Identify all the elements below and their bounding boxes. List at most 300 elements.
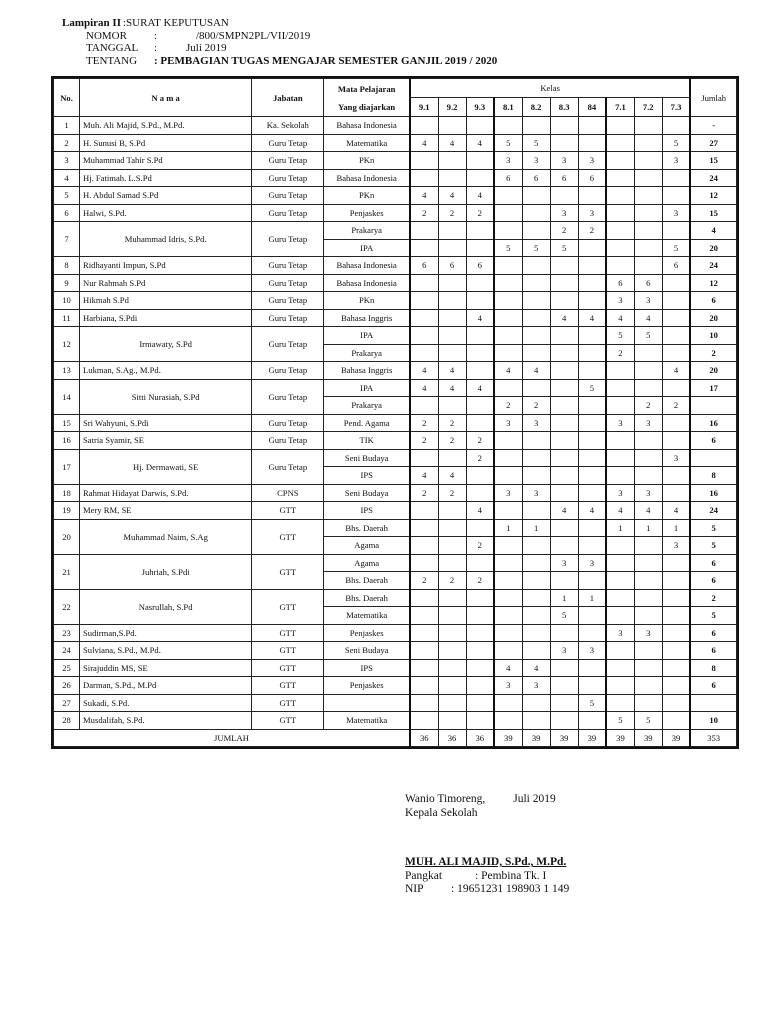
cell-nama: Harbiana, S.Pdi — [80, 309, 252, 327]
cell-hours — [494, 502, 522, 520]
class-header: 9.3 — [466, 98, 494, 117]
cell-hours — [438, 274, 466, 292]
cell-hours — [438, 309, 466, 327]
cell-hours — [550, 432, 578, 450]
cell-hours — [438, 152, 466, 170]
class-header: 84 — [578, 98, 606, 117]
lampiran-line — [62, 17, 497, 30]
cell-mapel: IPS — [324, 502, 410, 520]
class-header: 7.2 — [634, 98, 662, 117]
cell-hours — [578, 134, 606, 152]
table-row — [54, 642, 737, 660]
cell-hours: 3 — [634, 484, 662, 502]
cell-nama: Sitti Nurasiah, S.Pd — [80, 379, 252, 414]
cell-hours — [606, 397, 634, 415]
cell-nama: Halwi, S.Pd. — [80, 204, 252, 222]
cell-hours: 4 — [410, 467, 438, 485]
cell-hours — [438, 239, 466, 257]
cell-hours: 5 — [662, 239, 690, 257]
cell-hours — [410, 624, 438, 642]
cell-hours — [494, 204, 522, 222]
cell-total — [690, 397, 736, 415]
cell-hours — [438, 169, 466, 187]
cell-hours — [438, 659, 466, 677]
cell-no: 27 — [54, 694, 80, 712]
cell-hours — [438, 712, 466, 730]
cell-hours — [494, 292, 522, 310]
cell-mapel: Bahasa Inggris — [324, 362, 410, 380]
cell-hours — [438, 449, 466, 467]
cell-hours: 5 — [522, 239, 550, 257]
tanggal-line — [62, 42, 497, 55]
cell-hours: 3 — [578, 554, 606, 572]
jumlah-value: 36 — [438, 729, 466, 747]
jumlah-row — [54, 729, 737, 747]
cell-jabatan: Guru Tetap — [252, 449, 324, 484]
cell-total: - — [690, 117, 736, 135]
jumlah-value: 39 — [606, 729, 634, 747]
cell-mapel: Penjaskes — [324, 624, 410, 642]
cell-hours — [662, 344, 690, 362]
cell-hours: 5 — [606, 712, 634, 730]
table-row — [54, 554, 737, 572]
cell-mapel: Matematika — [324, 134, 410, 152]
cell-hours — [522, 694, 550, 712]
cell-jabatan: Guru Tetap — [252, 362, 324, 380]
cell-hours — [550, 519, 578, 537]
cell-hours — [578, 274, 606, 292]
cell-no: 16 — [54, 432, 80, 450]
cell-hours — [466, 712, 494, 730]
cell-hours — [606, 379, 634, 397]
cell-hours — [606, 554, 634, 572]
cell-nama: Darman, S.Pd., M.Pd — [80, 677, 252, 695]
nip-value: : 19651231 198903 1 149 — [451, 883, 570, 895]
cell-hours: 1 — [662, 519, 690, 537]
cell-hours — [578, 397, 606, 415]
cell-hours: 2 — [438, 432, 466, 450]
cell-hours — [466, 274, 494, 292]
cell-no: 25 — [54, 659, 80, 677]
cell-hours — [550, 327, 578, 345]
cell-hours — [438, 537, 466, 555]
cell-mapel: Bahasa Indonesia — [324, 169, 410, 187]
nomor-colon: : — [154, 29, 158, 42]
cell-hours: 3 — [494, 484, 522, 502]
cell-hours — [578, 344, 606, 362]
cell-hours: 2 — [410, 572, 438, 590]
cell-hours: 3 — [550, 152, 578, 170]
cell-hours — [466, 362, 494, 380]
tentang-line — [62, 55, 497, 68]
cell-hours — [494, 712, 522, 730]
signature-place: Wanio Timoreng, — [405, 793, 486, 805]
cell-hours: 3 — [522, 152, 550, 170]
cell-hours — [578, 519, 606, 537]
cell-hours — [410, 327, 438, 345]
cell-hours: 6 — [578, 169, 606, 187]
nip-label: NIP — [405, 883, 424, 895]
cell-hours: 4 — [466, 379, 494, 397]
cell-nama: Muhammad Naim, S.Ag — [80, 519, 252, 554]
document-header — [62, 17, 497, 67]
cell-hours: 6 — [494, 169, 522, 187]
cell-hours — [550, 379, 578, 397]
cell-total: 8 — [690, 467, 736, 485]
cell-hours — [634, 117, 662, 135]
cell-hours — [634, 554, 662, 572]
cell-hours: 4 — [578, 309, 606, 327]
cell-hours — [634, 537, 662, 555]
cell-hours — [494, 327, 522, 345]
nomor-line — [62, 30, 497, 43]
cell-hours: 3 — [606, 292, 634, 310]
tanggal-label: TANGGAL — [86, 42, 139, 54]
table-row — [54, 152, 737, 170]
cell-hours — [494, 432, 522, 450]
cell-nama: Hj. Dermawati, SE — [80, 449, 252, 484]
cell-hours — [662, 467, 690, 485]
table-row — [54, 187, 737, 205]
cell-hours — [578, 484, 606, 502]
cell-jabatan: Guru Tetap — [252, 169, 324, 187]
cell-total: 20 — [690, 362, 736, 380]
cell-hours — [522, 257, 550, 275]
cell-jabatan: CPNS — [252, 484, 324, 502]
cell-mapel: IPS — [324, 467, 410, 485]
cell-hours: 3 — [578, 642, 606, 660]
cell-jabatan: Guru Tetap — [252, 327, 324, 362]
cell-hours — [578, 659, 606, 677]
cell-hours: 4 — [522, 362, 550, 380]
cell-mapel — [324, 694, 410, 712]
signature-place-date — [405, 793, 569, 807]
cell-nama: Muh. Ali Majid, S.Pd., M.Pd. — [80, 117, 252, 135]
cell-hours — [410, 677, 438, 695]
cell-hours — [606, 659, 634, 677]
cell-hours — [466, 519, 494, 537]
cell-hours: 3 — [606, 414, 634, 432]
cell-hours — [550, 134, 578, 152]
cell-hours — [522, 292, 550, 310]
cell-hours: 2 — [438, 204, 466, 222]
cell-hours — [662, 677, 690, 695]
cell-hours — [550, 712, 578, 730]
cell-mapel: Bhs. Daerah — [324, 572, 410, 590]
cell-hours — [522, 204, 550, 222]
cell-total: 27 — [690, 134, 736, 152]
cell-no: 13 — [54, 362, 80, 380]
cell-hours — [438, 502, 466, 520]
cell-hours — [662, 642, 690, 660]
cell-jabatan: Guru Tetap — [252, 222, 324, 257]
cell-hours — [606, 537, 634, 555]
table-row — [54, 134, 737, 152]
cell-hours: 5 — [634, 327, 662, 345]
cell-hours — [606, 449, 634, 467]
cell-hours: 4 — [550, 502, 578, 520]
cell-hours: 6 — [466, 257, 494, 275]
cell-hours — [410, 152, 438, 170]
cell-no: 24 — [54, 642, 80, 660]
cell-hours: 1 — [494, 519, 522, 537]
class-header: 8.3 — [550, 98, 578, 117]
table-row — [54, 519, 737, 537]
cell-hours — [494, 589, 522, 607]
table-row — [54, 222, 737, 240]
header-mapel-line1: Mata Pelajaran — [337, 83, 396, 94]
cell-hours — [522, 187, 550, 205]
cell-hours — [466, 239, 494, 257]
cell-hours — [522, 327, 550, 345]
cell-mapel: Penjaskes — [324, 204, 410, 222]
signature-name: MUH. ALI MAJID, S.Pd., M.Pd. — [405, 856, 567, 868]
cell-hours — [522, 467, 550, 485]
cell-hours — [606, 589, 634, 607]
cell-hours: 3 — [662, 537, 690, 555]
cell-jabatan: Guru Tetap — [252, 292, 324, 310]
cell-hours: 1 — [550, 589, 578, 607]
cell-hours — [550, 572, 578, 590]
cell-hours — [606, 187, 634, 205]
cell-hours — [410, 169, 438, 187]
cell-no: 4 — [54, 169, 80, 187]
cell-hours — [438, 292, 466, 310]
cell-hours: 2 — [438, 484, 466, 502]
cell-hours: 4 — [438, 362, 466, 380]
cell-hours — [662, 572, 690, 590]
cell-jabatan: Guru Tetap — [252, 432, 324, 450]
cell-hours — [662, 169, 690, 187]
cell-hours: 2 — [410, 414, 438, 432]
cell-hours — [634, 134, 662, 152]
cell-hours — [634, 659, 662, 677]
cell-total: 16 — [690, 484, 736, 502]
cell-hours — [578, 362, 606, 380]
cell-mapel: IPA — [324, 327, 410, 345]
cell-hours — [634, 432, 662, 450]
cell-hours: 3 — [494, 677, 522, 695]
cell-hours: 4 — [466, 309, 494, 327]
cell-hours — [494, 309, 522, 327]
cell-no: 5 — [54, 187, 80, 205]
cell-hours: 6 — [662, 257, 690, 275]
cell-hours — [466, 222, 494, 240]
cell-hours — [550, 467, 578, 485]
cell-hours — [522, 554, 550, 572]
table-row — [54, 414, 737, 432]
cell-hours — [410, 712, 438, 730]
header-mapel — [324, 79, 410, 117]
cell-hours — [438, 327, 466, 345]
jumlah-value: 36 — [410, 729, 438, 747]
cell-hours — [578, 572, 606, 590]
cell-hours: 1 — [578, 589, 606, 607]
cell-hours: 3 — [578, 204, 606, 222]
cell-hours — [578, 677, 606, 695]
cell-hours — [466, 677, 494, 695]
cell-hours — [634, 362, 662, 380]
cell-no: 28 — [54, 712, 80, 730]
header-mapel-line2: Yang diajarkan — [338, 101, 396, 112]
cell-hours — [410, 309, 438, 327]
cell-hours: 4 — [466, 187, 494, 205]
cell-nama: Sukadi, S.Pd. — [80, 694, 252, 712]
cell-hours — [550, 484, 578, 502]
cell-no: 20 — [54, 519, 80, 554]
cell-hours — [634, 379, 662, 397]
cell-hours — [522, 502, 550, 520]
cell-hours — [578, 432, 606, 450]
cell-hours: 4 — [438, 187, 466, 205]
cell-hours: 3 — [662, 152, 690, 170]
cell-hours — [522, 222, 550, 240]
cell-hours — [438, 554, 466, 572]
cell-hours — [662, 694, 690, 712]
cell-no: 10 — [54, 292, 80, 310]
cell-total: 5 — [690, 537, 736, 555]
cell-hours — [494, 694, 522, 712]
cell-hours: 4 — [410, 362, 438, 380]
table-row — [54, 117, 737, 135]
signature-title: Kepala Sekolah — [405, 806, 478, 819]
cell-jabatan: GTT — [252, 642, 324, 660]
cell-hours — [606, 152, 634, 170]
cell-hours: 3 — [522, 414, 550, 432]
cell-mapel: Agama — [324, 537, 410, 555]
cell-hours — [578, 467, 606, 485]
cell-total: 6 — [690, 624, 736, 642]
cell-hours: 4 — [410, 187, 438, 205]
cell-mapel: Bhs. Daerah — [324, 519, 410, 537]
cell-hours — [494, 607, 522, 625]
cell-hours — [438, 344, 466, 362]
cell-nama: Mery RM, SE — [80, 502, 252, 520]
cell-no: 9 — [54, 274, 80, 292]
cell-hours — [522, 712, 550, 730]
cell-hours — [550, 187, 578, 205]
header-kelas: Kelas — [410, 79, 690, 98]
cell-jabatan: GTT — [252, 712, 324, 730]
cell-mapel: Seni Budaya — [324, 642, 410, 660]
cell-hours: 2 — [466, 449, 494, 467]
cell-nama: Sri Wahyuni, S.Pdi — [80, 414, 252, 432]
cell-hours: 2 — [466, 432, 494, 450]
table-row — [54, 327, 737, 345]
cell-hours: 3 — [550, 554, 578, 572]
cell-total: 20 — [690, 309, 736, 327]
cell-mapel: PKn — [324, 292, 410, 310]
cell-hours — [522, 309, 550, 327]
cell-jabatan: GTT — [252, 589, 324, 624]
table-body — [54, 117, 737, 747]
cell-hours: 2 — [550, 222, 578, 240]
cell-hours — [634, 694, 662, 712]
cell-hours — [578, 607, 606, 625]
tanggal-colon: : — [154, 42, 158, 54]
jumlah-value: 39 — [578, 729, 606, 747]
table-row — [54, 624, 737, 642]
cell-mapel: Penjaskes — [324, 677, 410, 695]
pangkat-value: : Pembina Tk. I — [475, 869, 547, 882]
cell-mapel: Pend. Agama — [324, 414, 410, 432]
cell-hours — [606, 169, 634, 187]
cell-hours — [438, 519, 466, 537]
lampiran-value: :SURAT KEPUTUSAN — [123, 17, 229, 29]
cell-jabatan: Guru Tetap — [252, 257, 324, 275]
cell-no: 2 — [54, 134, 80, 152]
cell-no: 1 — [54, 117, 80, 135]
cell-mapel: Seni Budaya — [324, 484, 410, 502]
cell-nama: Rahmat Hidayat Darwis, S.Pd. — [80, 484, 252, 502]
cell-hours — [494, 187, 522, 205]
cell-hours: 3 — [606, 484, 634, 502]
table-row — [54, 169, 737, 187]
tentang-label: TENTANG — [86, 54, 138, 67]
cell-hours: 5 — [494, 134, 522, 152]
cell-hours: 3 — [578, 152, 606, 170]
cell-hours: 4 — [662, 362, 690, 380]
cell-hours — [494, 449, 522, 467]
cell-nama: Muhammad Idris, S.Pd. — [80, 222, 252, 257]
cell-hours — [410, 397, 438, 415]
cell-hours — [494, 467, 522, 485]
cell-hours — [662, 554, 690, 572]
cell-mapel: Bahasa Inggris — [324, 309, 410, 327]
cell-hours — [494, 257, 522, 275]
cell-no: 26 — [54, 677, 80, 695]
cell-hours: 4 — [606, 502, 634, 520]
table-row — [54, 484, 737, 502]
signature-date: Juli 2019 — [513, 793, 556, 805]
cell-hours — [662, 624, 690, 642]
cell-total: 6 — [690, 642, 736, 660]
cell-hours — [410, 642, 438, 660]
cell-hours — [522, 274, 550, 292]
cell-mapel: Bhs. Daerah — [324, 589, 410, 607]
cell-hours — [634, 204, 662, 222]
cell-hours — [522, 642, 550, 660]
lampiran-label: Lampiran II — [62, 17, 121, 29]
cell-hours — [662, 117, 690, 135]
cell-hours — [550, 397, 578, 415]
cell-hours: 4 — [466, 502, 494, 520]
cell-hours — [438, 589, 466, 607]
nomor-label: NOMOR — [86, 29, 127, 42]
cell-hours: 3 — [634, 292, 662, 310]
cell-hours — [410, 659, 438, 677]
pangkat-label: Pangkat — [405, 869, 443, 882]
cell-mapel: Seni Budaya — [324, 449, 410, 467]
cell-total: 16 — [690, 414, 736, 432]
cell-no: 15 — [54, 414, 80, 432]
assignment-table — [53, 78, 737, 747]
cell-hours — [494, 344, 522, 362]
cell-hours — [634, 257, 662, 275]
cell-total: 12 — [690, 274, 736, 292]
cell-hours: 4 — [438, 379, 466, 397]
cell-hours — [494, 379, 522, 397]
cell-hours — [466, 554, 494, 572]
cell-hours — [410, 554, 438, 572]
cell-hours: 5 — [522, 134, 550, 152]
table-row — [54, 379, 737, 397]
cell-hours — [522, 449, 550, 467]
cell-hours — [466, 659, 494, 677]
cell-total: 6 — [690, 572, 736, 590]
cell-hours — [662, 309, 690, 327]
table-row — [54, 257, 737, 275]
